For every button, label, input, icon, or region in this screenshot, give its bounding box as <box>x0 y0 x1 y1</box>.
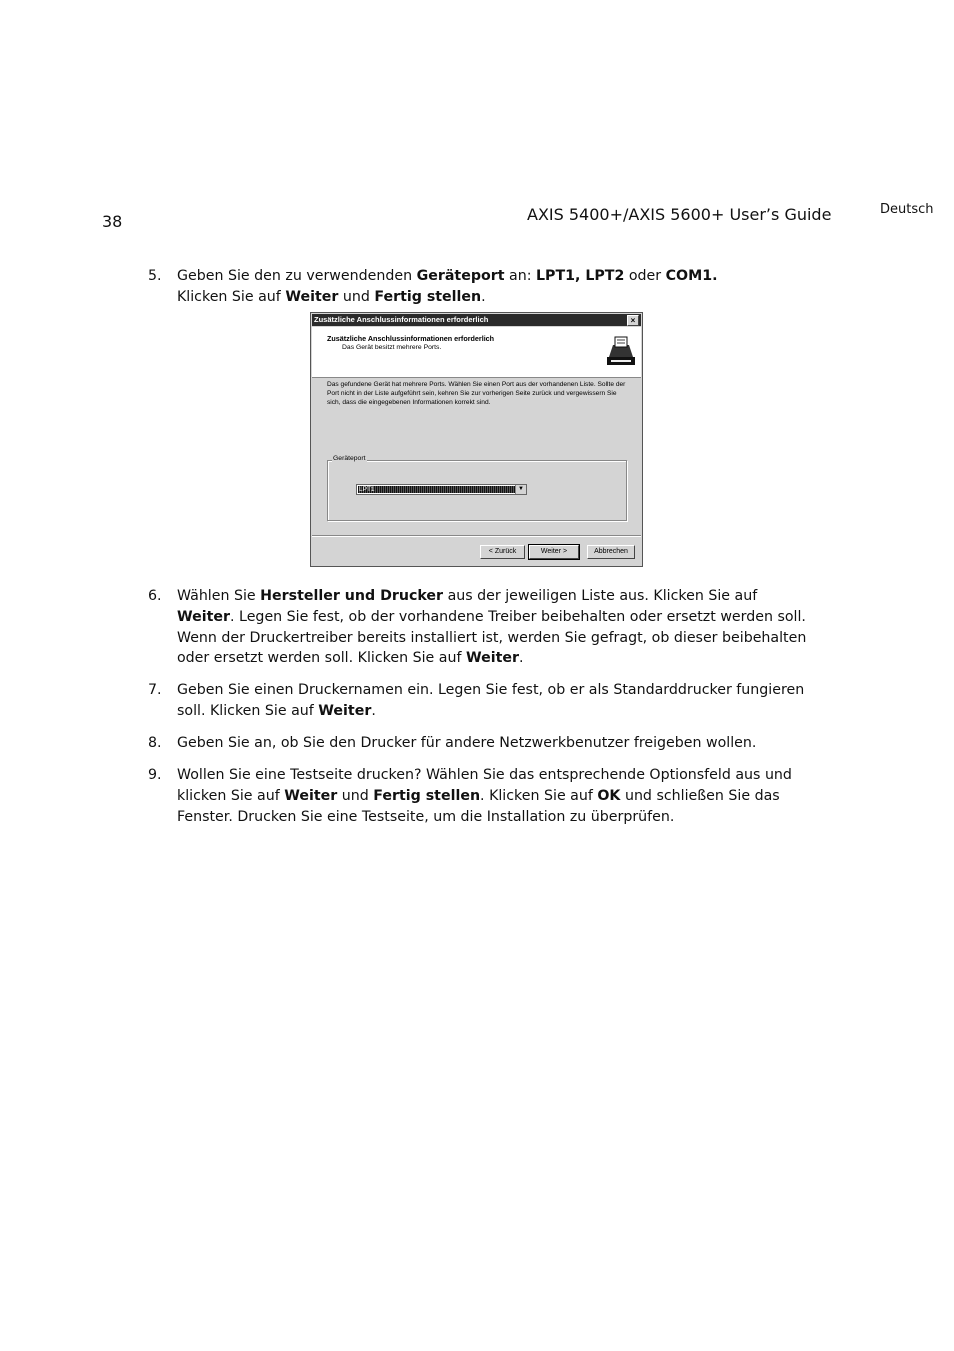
cancel-button[interactable]: Abbrechen <box>587 545 635 559</box>
dialog-subheading: Das Gerät besitzt mehrere Ports. <box>342 344 442 351</box>
step-number: 8. <box>148 735 162 751</box>
text-run: Wollen Sie eine Testseite drucken? Wählen Sie das entsprechende Optionsfeld aus und klicken Sie auf <box>177 767 792 804</box>
step-text <box>177 266 818 308</box>
step-8 <box>148 733 818 754</box>
text-run: oder <box>624 268 666 284</box>
port-selected-value: LPT1 <box>358 486 515 493</box>
language-tab: Deutsch <box>880 202 934 217</box>
chevron-down-icon[interactable]: ▼ <box>515 485 526 494</box>
dialog-separator <box>312 535 641 537</box>
bold-term: Weiter <box>285 288 339 305</box>
step-text <box>177 586 818 669</box>
text-run: . <box>481 288 486 305</box>
step-number: 6. <box>148 588 162 604</box>
text-run: und schließen Sie das Fenster. Drucken Sie eine Testseite, um die Installation zu überprüfen. <box>177 787 780 825</box>
bold-term: Weiter <box>318 702 372 719</box>
dialog-titlebar <box>312 314 641 326</box>
bold-term: LPT1, LPT2 <box>536 268 625 284</box>
back-button[interactable]: < Zurück <box>480 545 525 559</box>
close-icon: × <box>630 316 636 325</box>
port-group-label: Geräteport <box>333 455 366 462</box>
step-text <box>177 680 818 722</box>
step-9 <box>148 765 818 827</box>
document-title: AXIS 5400+/AXIS 5600+ User’s Guide <box>527 205 832 224</box>
text-run: an: <box>504 268 537 284</box>
dialog-heading: Zusätzliche Anschlussinformationen erforderlich <box>327 334 495 343</box>
bold-term: OK <box>597 787 621 804</box>
dialog-header <box>312 327 641 378</box>
text-run: Geben Sie einen Druckernamen ein. Legen Sie fest, ob er als Standarddrucker fungieren soll. Klicken Sie auf <box>177 682 805 719</box>
step-number: 7. <box>148 682 162 698</box>
step-6 <box>148 586 818 669</box>
step-number: 5. <box>148 268 162 284</box>
text-run: und <box>337 787 374 804</box>
step-7 <box>148 680 818 722</box>
step-text <box>177 765 818 827</box>
text-run: . <box>371 702 376 719</box>
text-run: . Legen Sie fest, ob der vorhandene Treiber beibehalten oder ersetzt werden soll. Wenn der Druckertreiber bereits installiert ist, werden Sie gefragt, ob dieser beibehalten oder ersetzt werden soll. Klicken Sie auf <box>177 608 807 667</box>
bold-term: Fertig stellen <box>374 288 482 305</box>
port-dialog <box>310 312 643 567</box>
bold-term: Geräteport <box>416 268 505 284</box>
page-number: 38 <box>102 212 123 231</box>
step-text <box>177 733 818 754</box>
bold-term: Weiter <box>284 787 338 804</box>
text-run: Klicken Sie auf <box>177 288 286 305</box>
dialog-body-text: Das gefundene Gerät hat mehrere Ports. Wählen Sie einen Port aus der vorhandenen Liste. Sollte der Port nicht in der Liste aufgeführt sein, kehren Sie zur vorherigen Seite zurück und vergewissern Sie sich, dass die eingegebenen Informationen korrekt sind. <box>327 381 626 406</box>
bold-term: Hersteller und Drucker <box>260 588 444 604</box>
port-select[interactable] <box>356 484 527 495</box>
text-run: und <box>338 288 375 305</box>
text-run: aus der jeweiligen Liste aus. Klicken Sie auf <box>443 588 758 604</box>
bold-term: Weiter <box>177 608 231 625</box>
close-button[interactable] <box>627 315 639 326</box>
bold-term: Weiter <box>465 650 519 667</box>
step-5 <box>148 266 818 308</box>
text-run: Geben Sie den zu verwendenden <box>177 268 417 284</box>
next-button[interactable]: Weiter > <box>529 545 579 559</box>
step-number: 9. <box>148 767 162 783</box>
printer-icon <box>605 333 637 367</box>
port-groupbox <box>327 455 627 521</box>
text-run: Wählen Sie <box>177 588 261 604</box>
dialog-title: Zusätzliche Anschlussinformationen erforderlich <box>314 315 489 324</box>
text-run: Geben Sie an, ob Sie den Drucker für andere Netzwerkbenutzer freigeben wollen. <box>177 735 757 751</box>
text-run: . <box>518 650 524 667</box>
bold-term: Fertig stellen <box>373 787 481 804</box>
text-run: . Klicken Sie auf <box>480 787 598 804</box>
bold-term: COM1. <box>665 268 718 284</box>
